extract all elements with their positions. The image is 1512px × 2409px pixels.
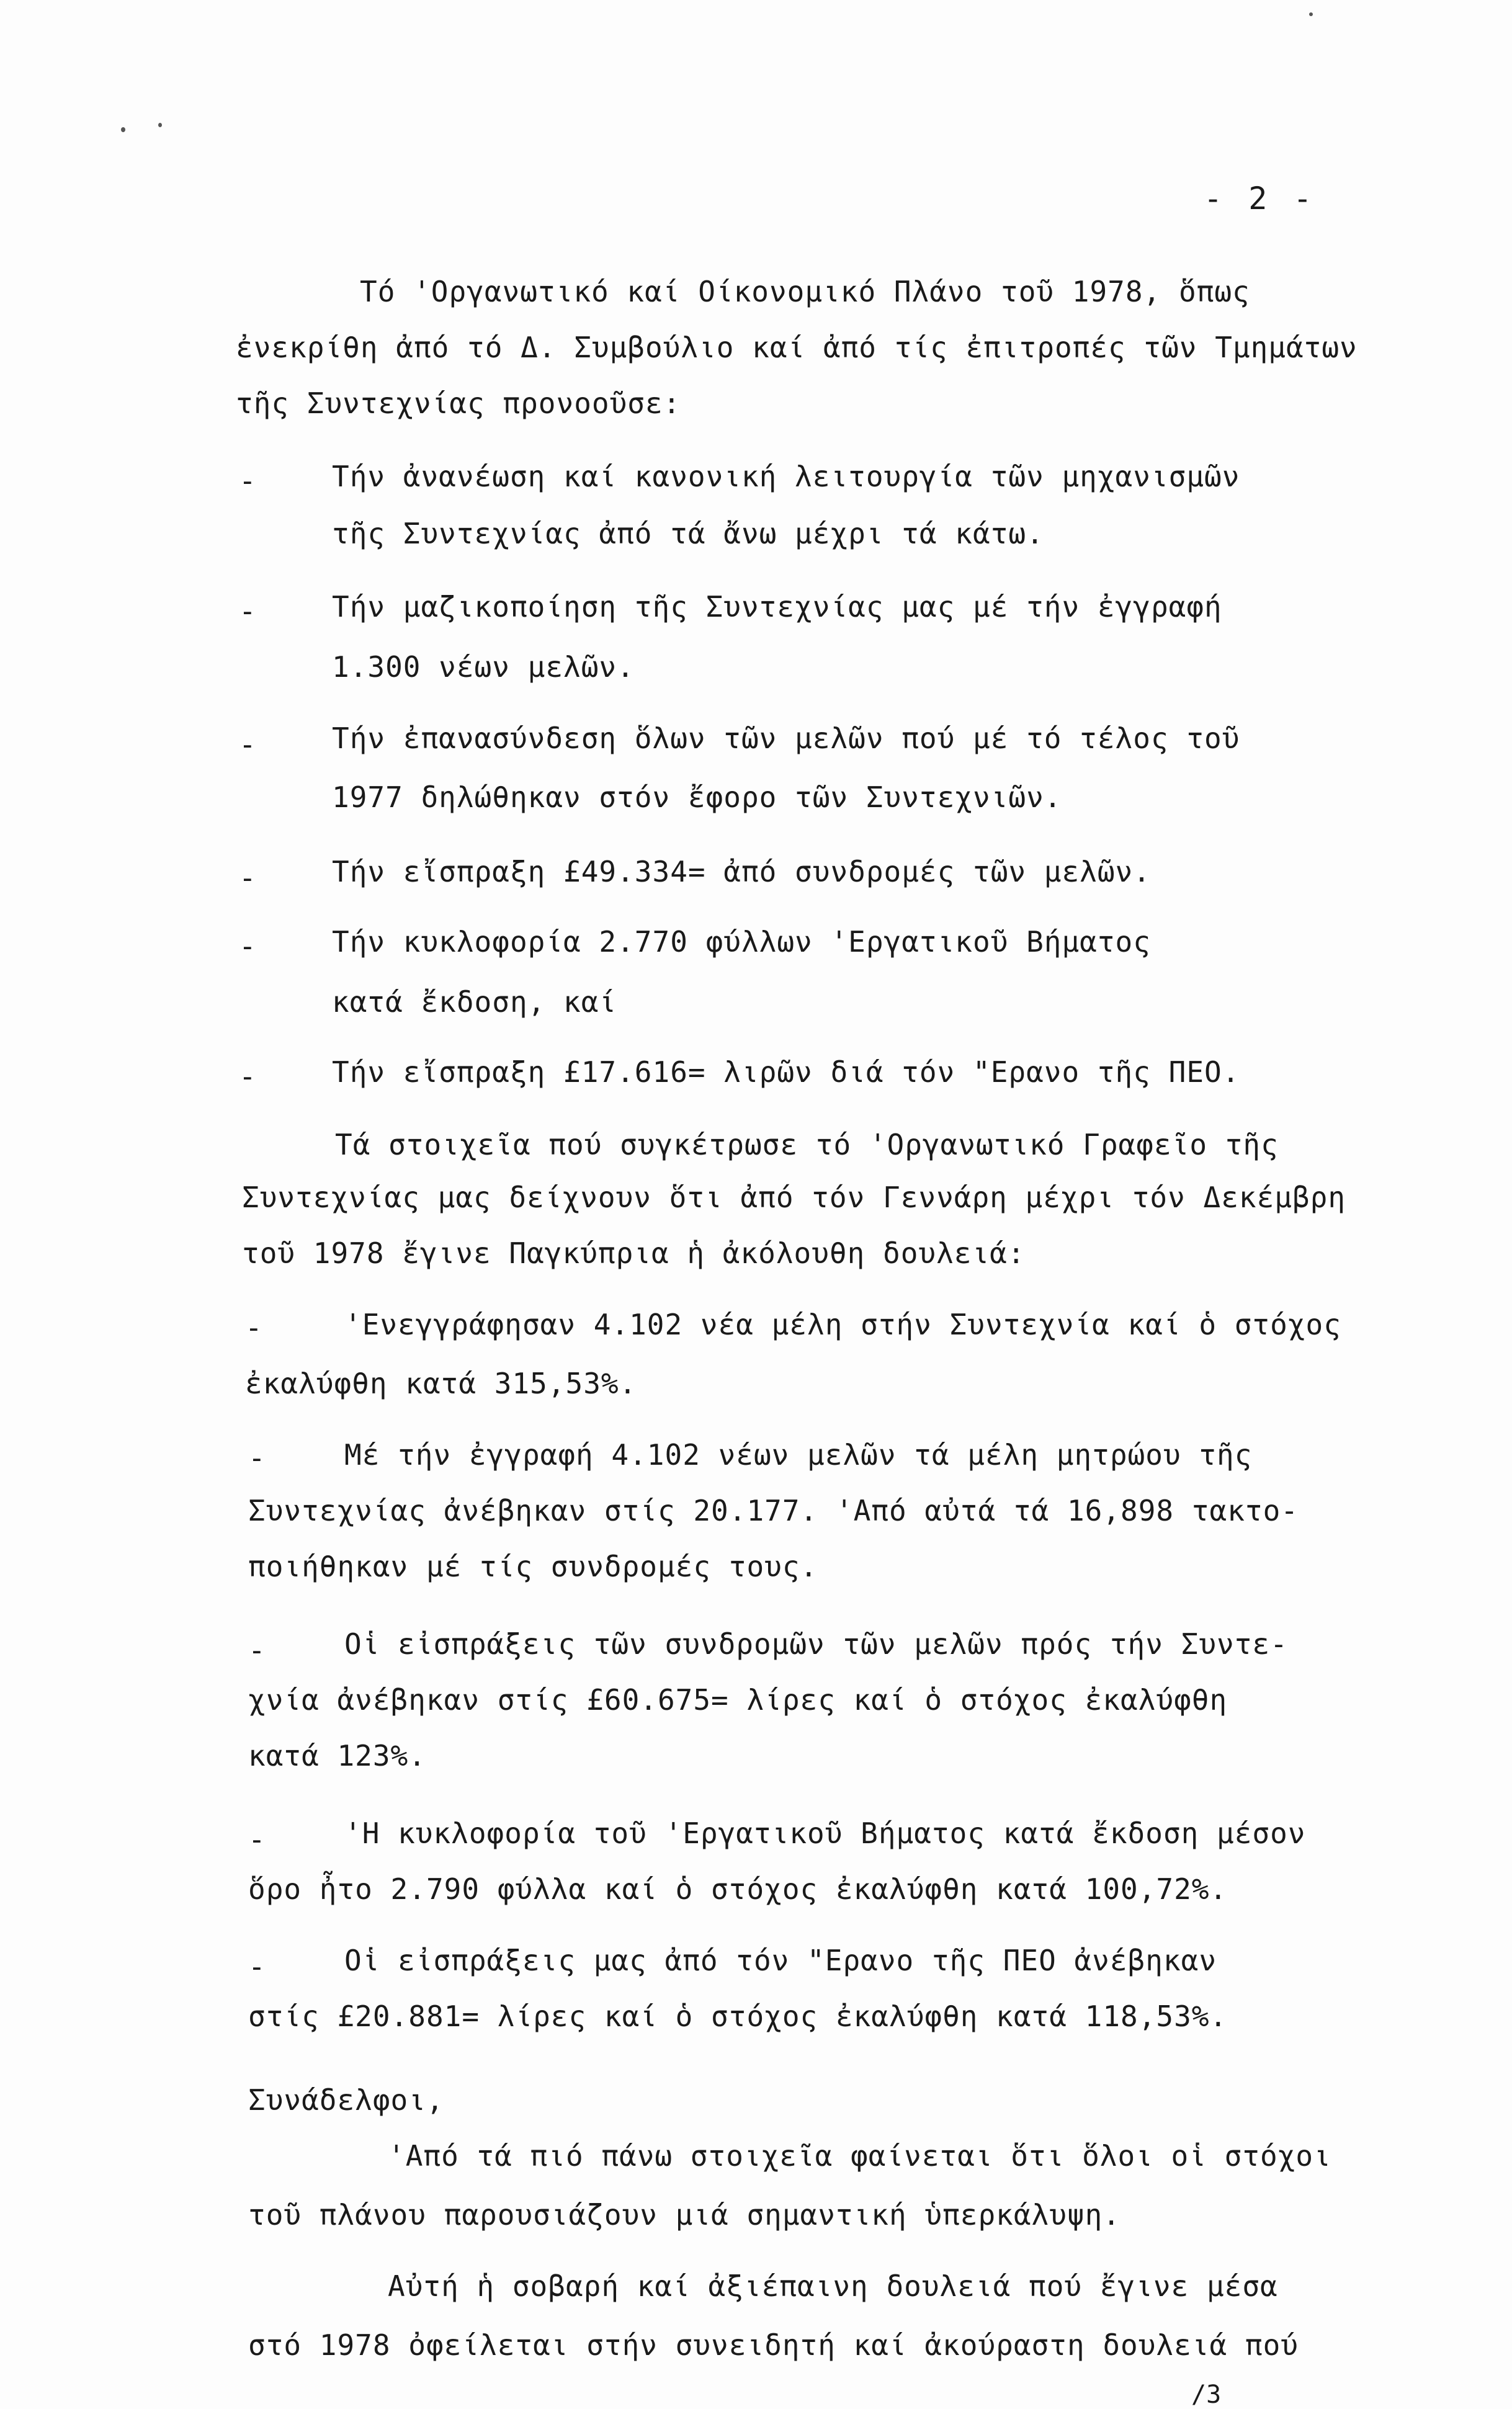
list-bullet: - <box>248 1823 266 1856</box>
closing-line-2: τοῦ πλάνου παρουσιάζουν μιά σημαντική ὑπερκάλυψη. <box>248 2198 1121 2232</box>
list-bullet: - <box>239 1060 256 1093</box>
plan-item-6-line-1: Τήν εἴσπραξη £17.616= λιρῶν διά τόν "Ερανο τῆς ΠΕΟ. <box>332 1055 1240 1089</box>
result-4-line-1: 'Η κυκλοφορία τοῦ 'Εργατικοῦ Βήματος κατά ἔκδοση μέσον <box>344 1817 1306 1850</box>
results-intro-line-3: τοῦ 1978 ἔγινε Παγκύπρια ἡ ἀκόλουθη δουλειά: <box>242 1236 1026 1270</box>
scan-speck <box>121 127 125 132</box>
continuation-mark: /3 <box>1191 2380 1222 2409</box>
scan-speck <box>158 123 162 127</box>
plan-item-3-line-2: 1977 δηλώθηκαν στόν ἔφορο τῶν Συντεχνιῶν. <box>332 780 1062 814</box>
list-bullet: - <box>239 728 256 761</box>
result-2-line-2: Συντεχνίας ἀνέβηκαν στίς 20.177. 'Από αὐτά τά 16,898 τακτο- <box>248 1494 1299 1527</box>
list-bullet: - <box>248 1634 266 1667</box>
list-bullet: - <box>239 464 256 498</box>
result-2-line-1: Μέ τήν ἐγγραφή 4.102 νέων μελῶν τά μέλη μητρώου τῆς <box>344 1438 1253 1472</box>
intro-line-1: Τό 'Οργανωτικό καί Οίκονομικό Πλάνο τοῦ 1978, ὅπως <box>360 275 1250 308</box>
plan-item-5-line-1: Τήν κυκλοφορία 2.770 φύλλων 'Εργατικοῦ Βήματος <box>332 925 1151 959</box>
results-intro-line-1: Τά στοιχεῖα πού συγκέτρωσε τό 'Οργανωτικό Γραφεῖο τῆς <box>335 1128 1279 1161</box>
salutation: Συνάδελφοι, <box>248 2083 444 2117</box>
list-bullet: - <box>248 1441 266 1475</box>
result-5-line-1: Οἱ εἰσπράξεις μας ἀπό τόν "Ερανο τῆς ΠΕΟ ἀνέβηκαν <box>344 1944 1217 1977</box>
result-3-line-1: Οἱ εἰσπράξεις τῶν συνδρομῶν τῶν μελῶν πρός τήν Συντε- <box>344 1627 1288 1661</box>
result-3-line-3: κατά 123%. <box>248 1739 426 1772</box>
plan-item-3-line-1: Τήν ἐπανασύνδεση ὅλων τῶν μελῶν πού μέ τό τέλος τοῦ <box>332 722 1240 755</box>
list-bullet: - <box>248 1950 266 1983</box>
result-1-line-2: ἐκαλύφθη κατά 315,53%. <box>245 1367 637 1400</box>
closing-line-1: 'Από τά πιό πάνω στοιχεῖα φαίνεται ὅτι ὅλοι οἱ στόχοι <box>388 2139 1331 2173</box>
results-intro-line-2: Συντεχνίας μας δείχνουν ὅτι ἀπό τόν Γεννάρη μέχρι τόν Δεκέμβρη <box>242 1181 1346 1214</box>
plan-item-1-line-1: Τήν ἀνανέωση καί κανονική λειτουργία τῶν μηχανισμῶν <box>332 460 1240 493</box>
result-1-line-1: 'Ενεγγράφησαν 4.102 νέα μέλη στήν Συντεχνία καί ὁ στόχος <box>344 1308 1341 1341</box>
list-bullet: - <box>239 929 256 963</box>
scan-speck <box>1309 12 1313 16</box>
list-bullet: - <box>239 861 256 895</box>
result-2-line-3: ποιήθηκαν μέ τίς συνδρομές τους. <box>248 1550 818 1583</box>
intro-line-3: τῆς Συντεχνίας προνοοῦσε: <box>236 387 681 420</box>
page-number: - 2 - <box>1204 181 1316 217</box>
result-5-line-2: στίς £20.881= λίρες καί ὁ στόχος ἐκαλύφθη κατά 118,53%. <box>248 2000 1228 2033</box>
plan-item-5-line-2: κατά ἔκδοση, καί <box>332 985 617 1019</box>
closing-line-4: στό 1978 ὀφείλεται στήν συνειδητή καί ἀκούραστη δουλειά πού <box>248 2328 1299 2362</box>
list-bullet: - <box>245 1311 262 1344</box>
intro-line-2: ἐνεκρίθη ἀπό τό Δ. Συμβούλιο καί ἀπό τίς ἐπιτροπές τῶν Τμημάτων <box>236 331 1358 364</box>
plan-item-4-line-1: Τήν εἴσπραξη £49.334= ἀπό συνδρομές τῶν μελῶν. <box>332 855 1151 888</box>
closing-line-3: Αὐτή ἡ σοβαρή καί ἀξιέπαινη δουλειά πού ἔγινε μέσα <box>388 2269 1278 2303</box>
plan-item-2-line-2: 1.300 νέων μελῶν. <box>332 650 635 684</box>
list-bullet: - <box>239 594 256 628</box>
plan-item-1-line-2: τῆς Συντεχνίας ἀπό τά ἄνω μέχρι τά κάτω. <box>332 517 1044 550</box>
result-4-line-2: ὅρο ἦτο 2.790 φύλλα καί ὁ στόχος ἐκαλύφθη κατά 100,72%. <box>248 1872 1228 1906</box>
plan-item-2-line-1: Τήν μαζικοποίηση τῆς Συντεχνίας μας μέ τήν ἐγγραφή <box>332 590 1222 623</box>
result-3-line-2: χνία ἀνέβηκαν στίς £60.675= λίρες καί ὁ στόχος ἐκαλύφθη <box>248 1683 1228 1717</box>
